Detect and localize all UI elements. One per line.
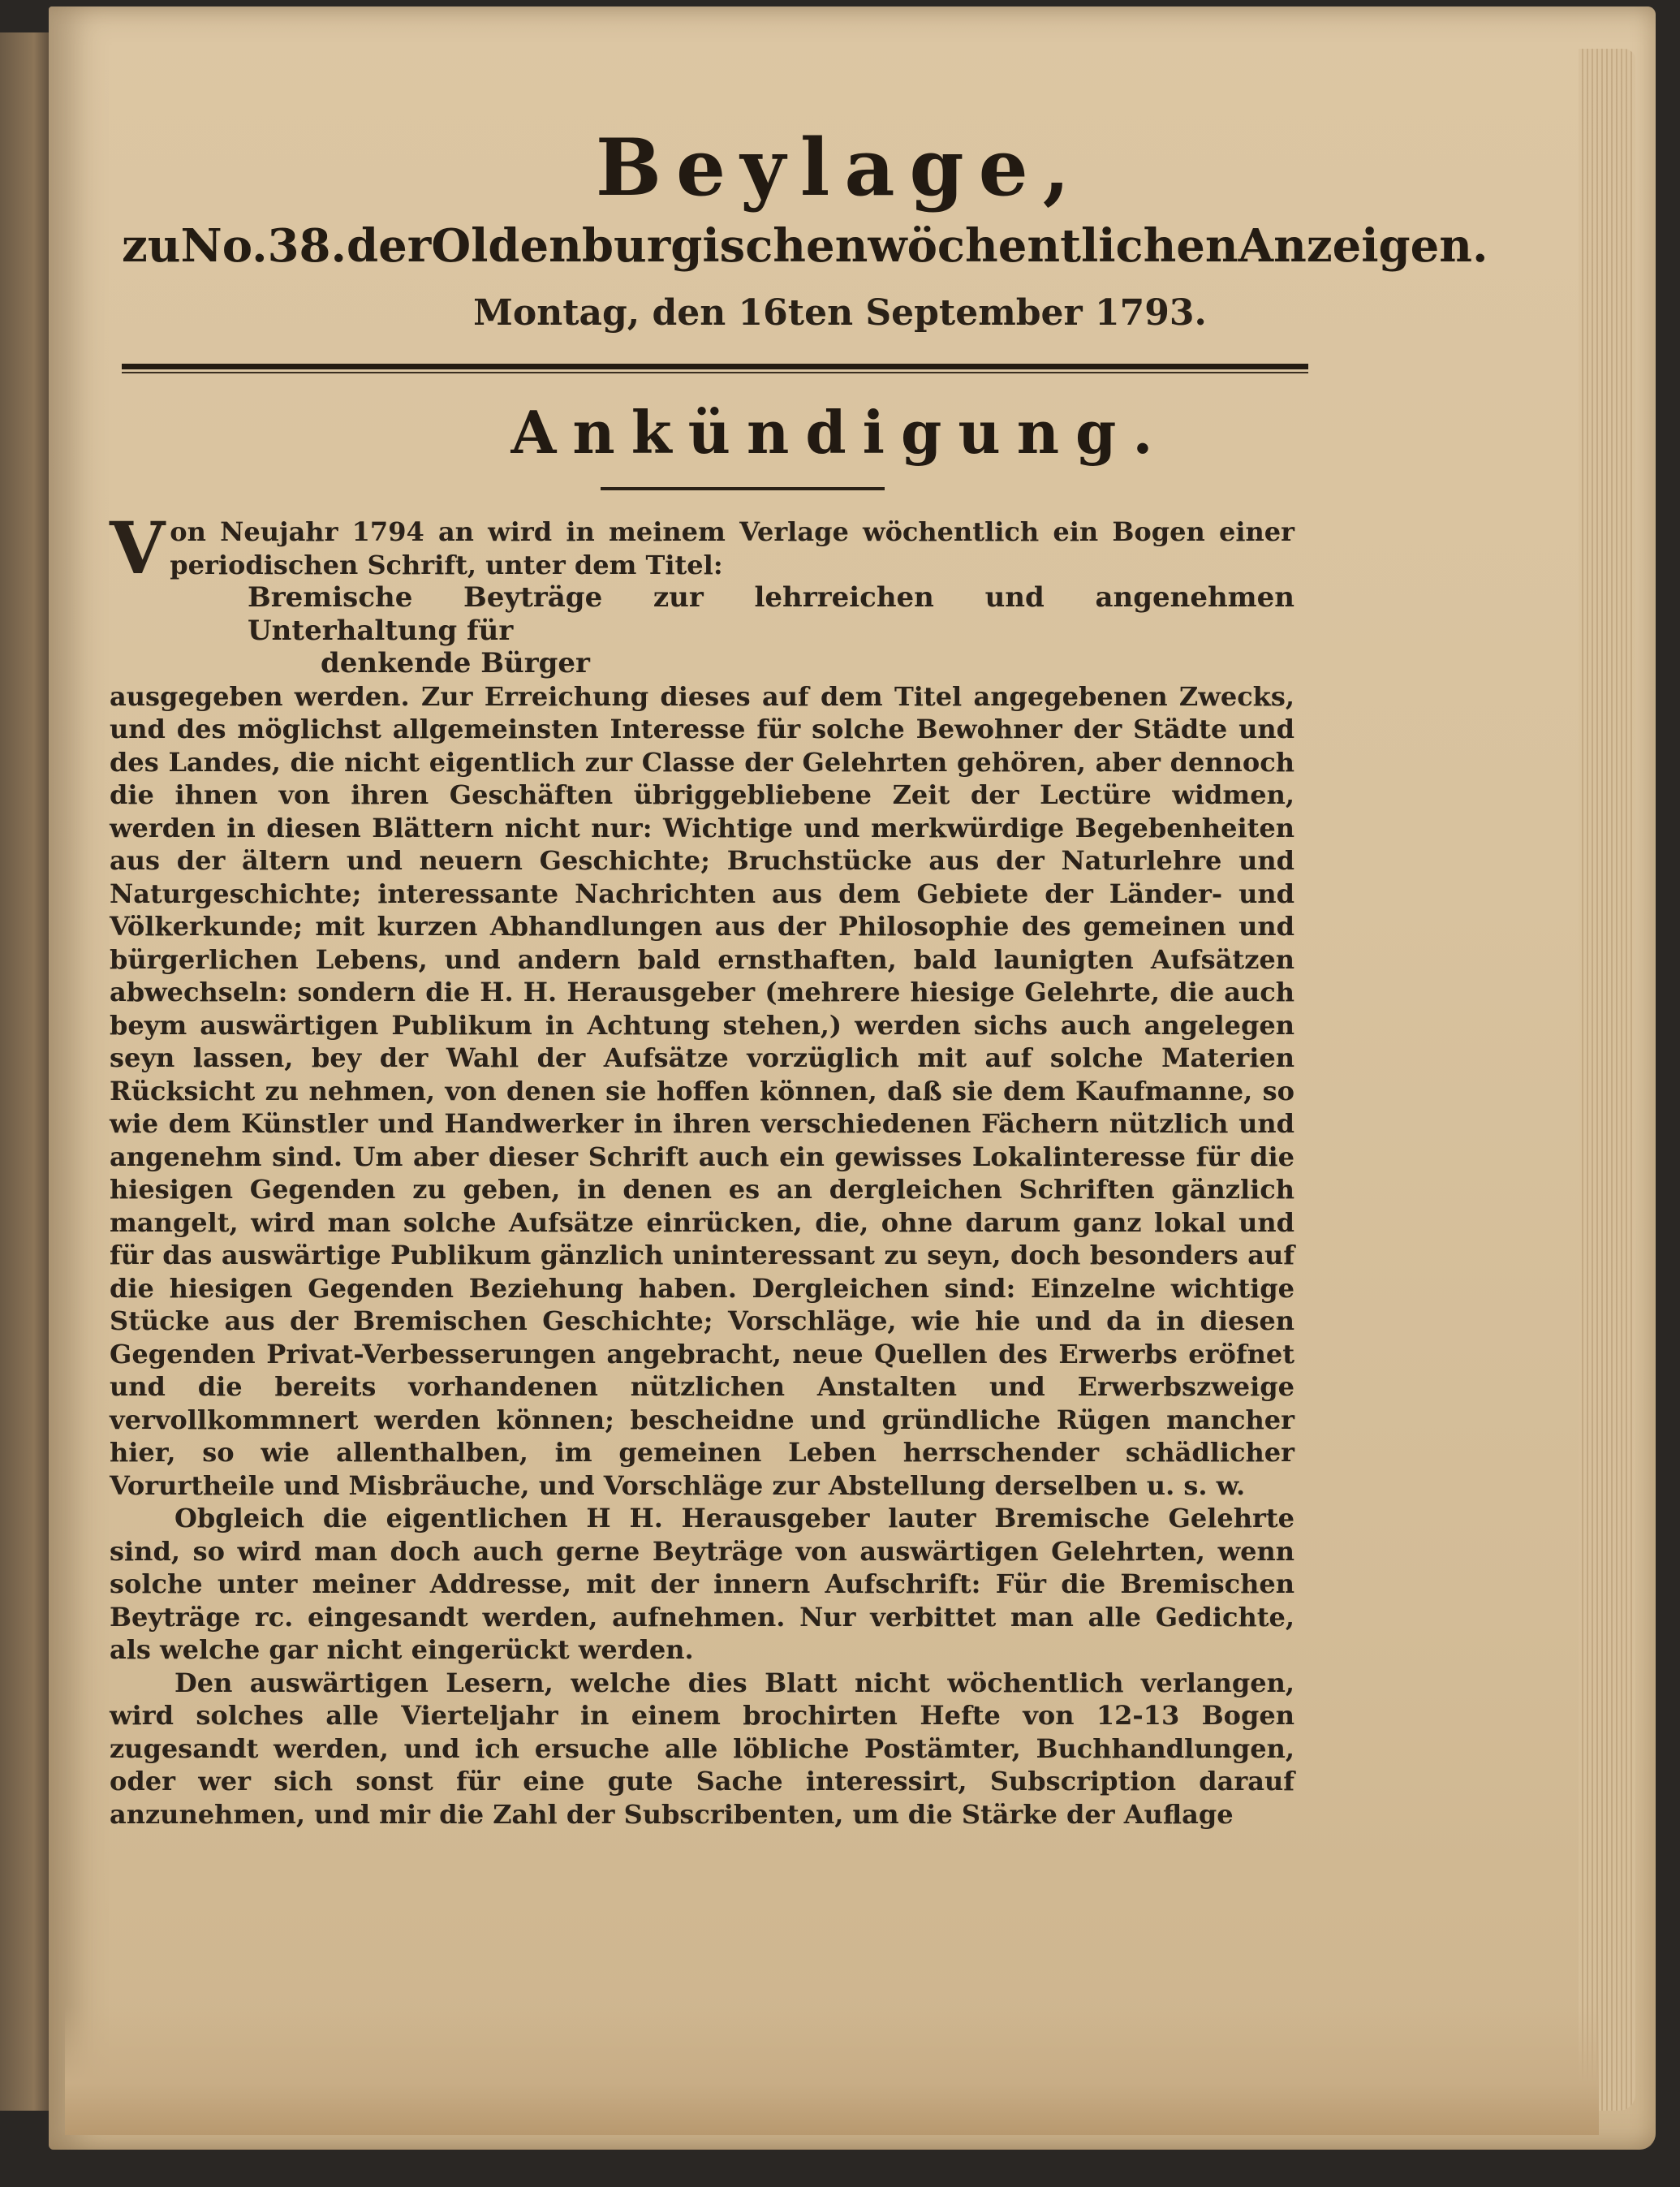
page-fore-edge (1579, 49, 1635, 2111)
publication-title-line-2: denkende Bürger (321, 647, 590, 679)
subtitle-word: 38. (267, 219, 347, 273)
subtitle-word: No. (180, 219, 268, 273)
supplement-title: Beylage, (595, 122, 1085, 214)
publication-title-line-1: Bremische Beyträge zur lehrreichen und angenehmen Unterhaltung für (248, 581, 1294, 647)
subtitle-word: der (347, 219, 432, 273)
body-paragraph-3: Den auswärtigen Lesern, welche dies Blatt nicht wöchentlich verlangen, wird solches alle Vierteljahr in einem brochirten Hefte von 12-13 Bogen zugesandt werden, und ich ersuche alle löbliche Postämter, Buchhandlungen, oder wer sich sonst für eine gute Sache interessirt, Subscription darauf anzunehmen, und mir die Zahl der Subscribenten, um die Stärke der Auflage (110, 1667, 1294, 1830)
heading-rule (601, 487, 885, 490)
subtitle-word: zu (122, 219, 181, 273)
subtitle-word: Oldenburgischen (431, 219, 868, 273)
issue-date: Montag, den 16ten September 1793. (473, 292, 1207, 334)
intro-text: on Neujahr 1794 an wird in meinem Verlage wöchentlich ein Bogen einer periodischen Schrift, unter dem Titel: (170, 516, 1294, 580)
intro-paragraph (110, 506, 1294, 590)
drop-cap: V (110, 506, 166, 590)
body-paragraph-2: Obgleich die eigentlichen H H. Herausgeber lauter Bremische Gelehrte sind, so wird man doch auch gerne Beyträge von auswärtigen Gelehrten, wenn solche unter meiner Addresse, mit der innern Aufschrift: Für die Bremischen Beyträge rc. eingesandt werden, aufnehmen. Nur verbittet man alle Gedichte, als welche gar nicht eingerückt werden. (110, 1503, 1294, 1665)
subtitle-word: Anzeigen. (1238, 219, 1488, 273)
article-heading: Ankündigung. (510, 398, 1170, 467)
body-paragraph-1: ausgegeben werden. Zur Erreichung dieses auf dem Titel angegebenen Zwecks, und des möglichst allgemeinsten Interesse für solche Bewohner der Städte und des Landes, die nicht eigentlich zur Classe der Gelehrten gehören, aber dennoch die ihnen von ihren Geschäften übriggebliebene Zeit der Lectüre widmen, werden in diesen Blättern nicht nur: Wichtige und merkwürdige Begebenheiten aus der ältern und neuern Geschichte; Bruchstücke aus der Naturlehre und Naturgeschichte; interessante Nachrichten aus dem Gebiete der Länder- und Völkerkunde; mit kurzen Abhandlungen aus der Philosophie des gemeinen und bürgerlichen Lebens, und andern bald ernsthaften, bald launigten Aufsätzen abwechseln: sondern die H. H. Herausgeber (mehrere hiesige Gelehrte, die auch beym auswärtigen Publikum in Achtung stehen,) werden sichs auch angelegen seyn lassen, bey der Wahl der Aufsätze vorzüglich mit auf solche Materien Rücksicht zu nehmen, von denen sie hoffen können, daß sie dem Kaufmanne, so wie dem Künstler und Handwerker in ihren verschiedenen Fächern nützlich und angenehm sind. Um aber dieser Schrift auch ein gewisses Lokalinteresse für die hiesigen Gegenden zu geben, in denen es an dergleichen Schriften gänzlich mangelt, wird man solche Aufsätze einrücken, die, ohne darum ganz lokal und für das auswärtige Publikum gänzlich uninteressant zu seyn, doch besonders auf die hiesigen Gegenden Beziehung haben. Dergleichen sind: Einzelne wichtige Stücke aus der Bremischen Geschichte; Vorschläge, wie hie und da in diesen Gegenden Privat-Verbesserungen angebracht, neue Quellen des Erwerbs eröfnet und die bereits vorhandenen nützlichen Anstalten und Erwerbszweige vervollkommnert werden können; bescheidne und gründliche Rügen mancher hier, so wie allenthalben, im gemeinen Leben herrschender schädlicher Vorurtheile und Misbräuche, und Vorschläge zur Abstellung derselben u. s. w. (110, 680, 1294, 1501)
page-bottom-edge (65, 2005, 1599, 2135)
article-body (110, 506, 1294, 1831)
supplement-subtitle (122, 219, 1488, 273)
header-rule (122, 364, 1308, 369)
subtitle-word: wöchentlichen (868, 219, 1238, 273)
